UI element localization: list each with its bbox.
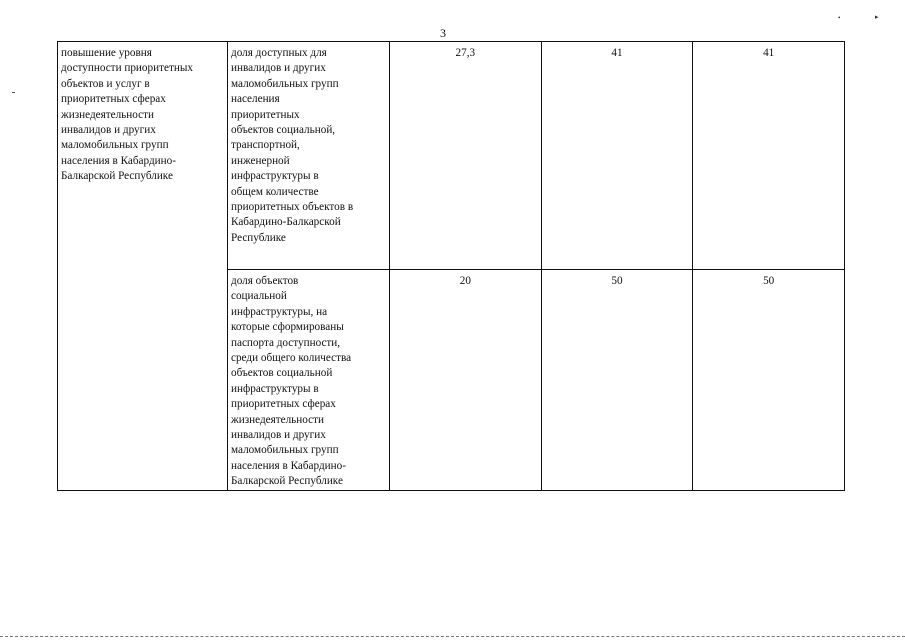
indicator-cell: доля доступных для инвалидов и других маломобильных групп населения приоритетных объектов социальной, транспортной, инженерной инфраструктуры в общем количестве приоритетных объектов в Кабардино-Балкарской Республике	[228, 42, 390, 270]
indicator-cell: доля объектов социальной инфраструктуры, на которые сформированы паспорта доступности, среди общего количества объектов социальной инфраструктуры в приоритетных сферах жизнедеятельности инвалидов и других маломобильных групп населения в Кабардино- Балкарской Республике	[228, 270, 390, 491]
margin-tick	[12, 92, 15, 93]
goal-cell: повышение уровня доступности приоритетных объектов и услуг в приоритетных сферах жизнедеятельности инвалидов и других маломобильных групп населения в Кабардино- Балкарской Республике	[58, 42, 228, 491]
table-row	[58, 42, 845, 270]
value-cell-year-1: 50	[541, 270, 693, 491]
value-cell-year-2: 50	[693, 270, 845, 491]
page-number: 3	[440, 26, 446, 40]
value-cell-year-2: 41	[693, 42, 845, 270]
indicator-table	[57, 41, 845, 491]
value-cell-baseline: 27,3	[390, 42, 542, 270]
value-cell-year-1: 41	[541, 42, 693, 270]
value-cell-baseline: 20	[390, 270, 542, 491]
page-bottom-edge	[0, 636, 905, 637]
corner-arrow-mark: ▸	[875, 13, 879, 21]
corner-dot-mark: •	[838, 14, 841, 22]
